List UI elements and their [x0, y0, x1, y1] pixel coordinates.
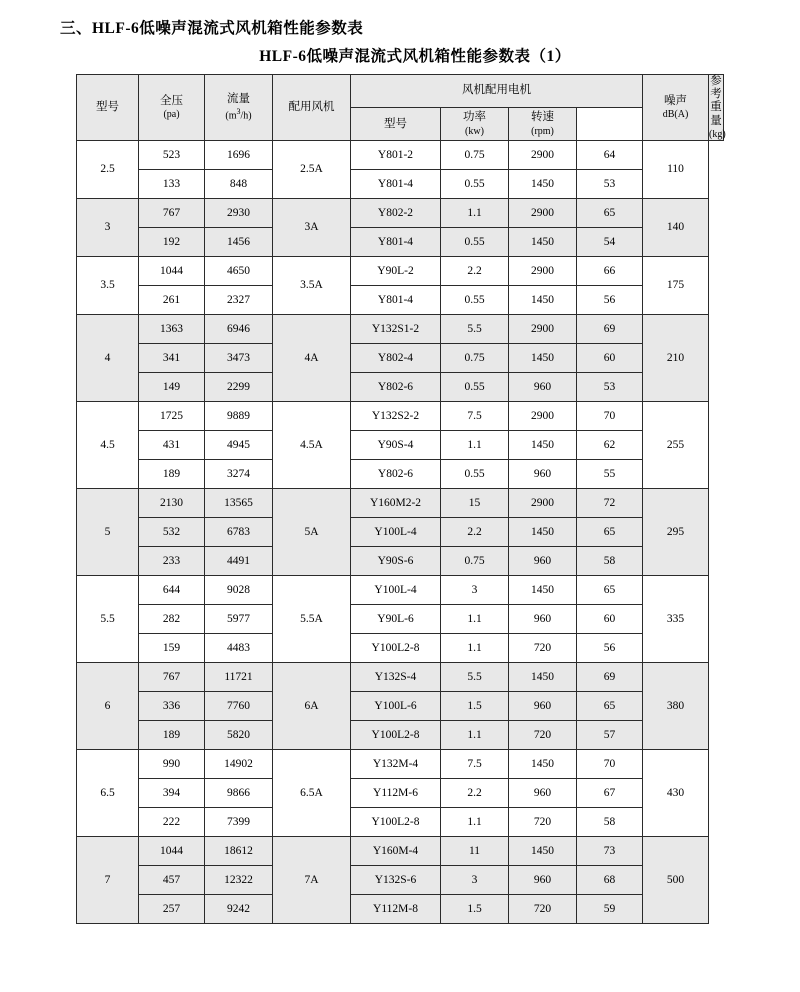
cell-speed: 960 — [509, 866, 577, 895]
cell-motor-model: Y100L-4 — [351, 576, 441, 605]
cell-motor-model: Y112M-8 — [351, 895, 441, 924]
table-row — [77, 721, 724, 750]
cell-speed: 720 — [509, 721, 577, 750]
cell-flow: 2299 — [205, 373, 273, 402]
cell-weight: 380 — [643, 663, 709, 750]
cell-motor-model: Y160M-4 — [351, 837, 441, 866]
cell-flow: 7399 — [205, 808, 273, 837]
cell-power: 2.2 — [441, 779, 509, 808]
cell-model: 3.5 — [77, 257, 139, 315]
table-row — [77, 257, 724, 286]
cell-speed: 720 — [509, 634, 577, 663]
cell-weight: 175 — [643, 257, 709, 315]
cell-speed: 2900 — [509, 402, 577, 431]
cell-power: 0.55 — [441, 460, 509, 489]
cell-speed: 960 — [509, 605, 577, 634]
cell-power: 7.5 — [441, 402, 509, 431]
cell-flow: 9028 — [205, 576, 273, 605]
cell-total-pressure: 767 — [139, 199, 205, 228]
table-row — [77, 315, 724, 344]
cell-power: 1.1 — [441, 431, 509, 460]
cell-flow: 3473 — [205, 344, 273, 373]
header-motor-group: 风机配用电机 — [351, 75, 643, 108]
header-fan-used: 配用风机 — [273, 75, 351, 141]
cell-model: 5.5 — [77, 576, 139, 663]
cell-noise: 70 — [577, 402, 643, 431]
cell-total-pressure: 1044 — [139, 257, 205, 286]
cell-total-pressure: 2130 — [139, 489, 205, 518]
cell-speed: 1450 — [509, 170, 577, 199]
cell-model: 6.5 — [77, 750, 139, 837]
table-row — [77, 837, 724, 866]
cell-speed: 2900 — [509, 315, 577, 344]
table-row — [77, 866, 724, 895]
cell-model: 2.5 — [77, 141, 139, 199]
cell-noise: 69 — [577, 315, 643, 344]
cell-power: 0.75 — [441, 344, 509, 373]
cell-flow: 7760 — [205, 692, 273, 721]
cell-weight: 140 — [643, 199, 709, 257]
table-header — [77, 75, 724, 141]
cell-weight: 110 — [643, 141, 709, 199]
table-row — [77, 373, 724, 402]
cell-weight: 255 — [643, 402, 709, 489]
cell-power: 3 — [441, 576, 509, 605]
cell-fan-used: 5A — [273, 489, 351, 576]
cell-flow: 6946 — [205, 315, 273, 344]
table-row — [77, 576, 724, 605]
cell-motor-model: Y100L-6 — [351, 692, 441, 721]
cell-total-pressure: 133 — [139, 170, 205, 199]
table-row — [77, 431, 724, 460]
cell-total-pressure: 532 — [139, 518, 205, 547]
header-weight-label: 参考重量 — [710, 75, 722, 127]
cell-motor-model: Y802-4 — [351, 344, 441, 373]
cell-power: 3 — [441, 866, 509, 895]
cell-motor-model: Y802-6 — [351, 460, 441, 489]
table-row — [77, 605, 724, 634]
cell-motor-model: Y132S-4 — [351, 663, 441, 692]
cell-total-pressure: 189 — [139, 721, 205, 750]
table-row — [77, 489, 724, 518]
cell-fan-used: 6.5A — [273, 750, 351, 837]
cell-power: 0.55 — [441, 286, 509, 315]
header-total-pressure-label: 全压 — [160, 94, 183, 107]
cell-power: 5.5 — [441, 315, 509, 344]
cell-power: 7.5 — [441, 750, 509, 779]
cell-motor-model: Y112M-6 — [351, 779, 441, 808]
header-weight — [709, 75, 724, 141]
cell-flow: 5820 — [205, 721, 273, 750]
cell-total-pressure: 222 — [139, 808, 205, 837]
cell-flow: 4483 — [205, 634, 273, 663]
cell-motor-model: Y132S-6 — [351, 866, 441, 895]
cell-noise: 60 — [577, 344, 643, 373]
cell-power: 15 — [441, 489, 509, 518]
cell-fan-used: 7A — [273, 837, 351, 924]
cell-noise: 58 — [577, 808, 643, 837]
cell-speed: 1450 — [509, 228, 577, 257]
cell-noise: 70 — [577, 750, 643, 779]
cell-speed: 960 — [509, 373, 577, 402]
cell-motor-model: Y100L2-8 — [351, 721, 441, 750]
cell-total-pressure: 1044 — [139, 837, 205, 866]
cell-flow: 6783 — [205, 518, 273, 547]
cell-power: 5.5 — [441, 663, 509, 692]
cell-fan-used: 5.5A — [273, 576, 351, 663]
cell-noise: 53 — [577, 170, 643, 199]
table-row — [77, 663, 724, 692]
cell-speed: 960 — [509, 692, 577, 721]
header-noise-unit: dB(A) — [662, 109, 689, 121]
cell-noise: 68 — [577, 866, 643, 895]
cell-power: 0.55 — [441, 373, 509, 402]
cell-total-pressure: 394 — [139, 779, 205, 808]
cell-noise: 54 — [577, 228, 643, 257]
table-row — [77, 750, 724, 779]
cell-motor-model: Y90L-6 — [351, 605, 441, 634]
cell-noise: 72 — [577, 489, 643, 518]
header-power-label: 功率 — [463, 111, 486, 124]
table-row — [77, 228, 724, 257]
header-noise-label: 噪声 — [664, 94, 687, 107]
cell-noise: 65 — [577, 518, 643, 547]
table-row — [77, 460, 724, 489]
table-row — [77, 808, 724, 837]
cell-total-pressure: 336 — [139, 692, 205, 721]
cell-flow: 9242 — [205, 895, 273, 924]
header-power — [441, 108, 509, 141]
header-motor-model: 型号 — [351, 108, 441, 141]
cell-flow: 2327 — [205, 286, 273, 315]
cell-motor-model: Y801-4 — [351, 170, 441, 199]
cell-motor-model: Y132M-4 — [351, 750, 441, 779]
cell-total-pressure: 523 — [139, 141, 205, 170]
cell-power: 1.1 — [441, 721, 509, 750]
header-speed-label: 转速 — [531, 111, 554, 124]
cell-noise: 53 — [577, 373, 643, 402]
cell-noise: 69 — [577, 663, 643, 692]
cell-speed: 720 — [509, 895, 577, 924]
cell-flow: 4650 — [205, 257, 273, 286]
cell-flow: 4491 — [205, 547, 273, 576]
cell-motor-model: Y100L2-8 — [351, 808, 441, 837]
cell-power: 0.55 — [441, 170, 509, 199]
page-title: 三、HLF-6低噪声混流式风机箱性能参数表 — [60, 20, 364, 37]
cell-motor-model: Y100L2-8 — [351, 634, 441, 663]
cell-motor-model: Y802-2 — [351, 199, 441, 228]
table-title: HLF-6低噪声混流式风机箱性能参数表（1） — [259, 48, 571, 65]
cell-total-pressure: 192 — [139, 228, 205, 257]
cell-total-pressure: 189 — [139, 460, 205, 489]
cell-noise: 56 — [577, 286, 643, 315]
cell-speed: 960 — [509, 460, 577, 489]
cell-total-pressure: 457 — [139, 866, 205, 895]
cell-power: 1.1 — [441, 199, 509, 228]
cell-flow: 3274 — [205, 460, 273, 489]
cell-total-pressure: 767 — [139, 663, 205, 692]
cell-motor-model: Y801-2 — [351, 141, 441, 170]
cell-motor-model: Y132S2-2 — [351, 402, 441, 431]
cell-flow: 13565 — [205, 489, 273, 518]
table-row — [77, 895, 724, 924]
cell-motor-model: Y801-4 — [351, 286, 441, 315]
cell-motor-model: Y100L-4 — [351, 518, 441, 547]
cell-flow: 5977 — [205, 605, 273, 634]
cell-total-pressure: 1363 — [139, 315, 205, 344]
cell-fan-used: 3.5A — [273, 257, 351, 315]
cell-power: 1.1 — [441, 634, 509, 663]
cell-noise: 55 — [577, 460, 643, 489]
cell-speed: 1450 — [509, 431, 577, 460]
table-row — [77, 199, 724, 228]
table-row — [77, 779, 724, 808]
header-noise — [643, 75, 709, 141]
cell-speed: 1450 — [509, 750, 577, 779]
cell-power: 0.55 — [441, 228, 509, 257]
cell-flow: 9889 — [205, 402, 273, 431]
cell-speed: 720 — [509, 808, 577, 837]
cell-model: 7 — [77, 837, 139, 924]
cell-fan-used: 2.5A — [273, 141, 351, 199]
cell-speed: 1450 — [509, 286, 577, 315]
cell-total-pressure: 282 — [139, 605, 205, 634]
cell-speed: 1450 — [509, 518, 577, 547]
cell-motor-model: Y132S1-2 — [351, 315, 441, 344]
header-model: 型号 — [77, 75, 139, 141]
cell-flow: 4945 — [205, 431, 273, 460]
cell-power: 0.75 — [441, 547, 509, 576]
cell-total-pressure: 257 — [139, 895, 205, 924]
cell-total-pressure: 990 — [139, 750, 205, 779]
cell-model: 5 — [77, 489, 139, 576]
cell-noise: 58 — [577, 547, 643, 576]
table-row — [77, 141, 724, 170]
cell-motor-model: Y90L-2 — [351, 257, 441, 286]
cell-speed: 960 — [509, 779, 577, 808]
header-flow-label: 流量 — [227, 93, 250, 106]
cell-noise: 67 — [577, 779, 643, 808]
cell-speed: 2900 — [509, 199, 577, 228]
cell-total-pressure: 149 — [139, 373, 205, 402]
cell-motor-model: Y90S-6 — [351, 547, 441, 576]
cell-noise: 64 — [577, 141, 643, 170]
cell-total-pressure: 261 — [139, 286, 205, 315]
cell-total-pressure: 341 — [139, 344, 205, 373]
header-power-unit: (kw) — [465, 125, 484, 137]
spec-table — [76, 74, 724, 924]
cell-flow: 1696 — [205, 141, 273, 170]
cell-power: 11 — [441, 837, 509, 866]
cell-speed: 960 — [509, 547, 577, 576]
table-row — [77, 170, 724, 199]
cell-speed: 1450 — [509, 663, 577, 692]
cell-power: 1.1 — [441, 808, 509, 837]
header-weight-unit: (kg) — [709, 128, 726, 140]
cell-power: 0.75 — [441, 141, 509, 170]
header-speed-unit: (rpm) — [531, 125, 554, 137]
cell-noise: 56 — [577, 634, 643, 663]
cell-flow: 9866 — [205, 779, 273, 808]
cell-noise: 65 — [577, 576, 643, 605]
header-speed — [509, 108, 577, 141]
cell-model: 4.5 — [77, 402, 139, 489]
cell-fan-used: 3A — [273, 199, 351, 257]
cell-noise: 73 — [577, 837, 643, 866]
cell-power: 2.2 — [441, 518, 509, 547]
cell-motor-model: Y801-4 — [351, 228, 441, 257]
cell-total-pressure: 1725 — [139, 402, 205, 431]
cell-flow: 1456 — [205, 228, 273, 257]
table-body — [77, 141, 724, 924]
cell-speed: 2900 — [509, 489, 577, 518]
cell-noise: 60 — [577, 605, 643, 634]
cell-fan-used: 4.5A — [273, 402, 351, 489]
cell-speed: 1450 — [509, 837, 577, 866]
header-total-pressure — [139, 75, 205, 141]
cell-model: 6 — [77, 663, 139, 750]
cell-total-pressure: 233 — [139, 547, 205, 576]
cell-weight: 335 — [643, 576, 709, 663]
cell-motor-model: Y802-6 — [351, 373, 441, 402]
cell-noise: 62 — [577, 431, 643, 460]
cell-model: 3 — [77, 199, 139, 257]
cell-speed: 2900 — [509, 141, 577, 170]
cell-motor-model: Y160M2-2 — [351, 489, 441, 518]
cell-flow: 14902 — [205, 750, 273, 779]
cell-motor-model: Y90S-4 — [351, 431, 441, 460]
table-row — [77, 402, 724, 431]
cell-noise: 66 — [577, 257, 643, 286]
cell-weight: 295 — [643, 489, 709, 576]
cell-weight: 430 — [643, 750, 709, 837]
cell-noise: 59 — [577, 895, 643, 924]
cell-power: 1.5 — [441, 895, 509, 924]
cell-weight: 500 — [643, 837, 709, 924]
cell-speed: 1450 — [509, 344, 577, 373]
cell-flow: 12322 — [205, 866, 273, 895]
cell-power: 2.2 — [441, 257, 509, 286]
cell-noise: 65 — [577, 199, 643, 228]
cell-total-pressure: 431 — [139, 431, 205, 460]
cell-flow: 2930 — [205, 199, 273, 228]
cell-flow: 11721 — [205, 663, 273, 692]
cell-power: 1.1 — [441, 605, 509, 634]
cell-noise: 65 — [577, 692, 643, 721]
cell-model: 4 — [77, 315, 139, 402]
table-row — [77, 634, 724, 663]
cell-speed: 1450 — [509, 576, 577, 605]
header-flow — [205, 75, 273, 141]
table-row — [77, 518, 724, 547]
cell-fan-used: 4A — [273, 315, 351, 402]
table-row — [77, 547, 724, 576]
cell-total-pressure: 159 — [139, 634, 205, 663]
cell-total-pressure: 644 — [139, 576, 205, 605]
cell-power: 1.5 — [441, 692, 509, 721]
cell-fan-used: 6A — [273, 663, 351, 750]
cell-noise: 57 — [577, 721, 643, 750]
table-row — [77, 286, 724, 315]
cell-flow: 848 — [205, 170, 273, 199]
cell-flow: 18612 — [205, 837, 273, 866]
table-row — [77, 344, 724, 373]
header-total-pressure-unit: (pa) — [163, 109, 180, 121]
table-row — [77, 692, 724, 721]
header-flow-unit: $(m^3/h)$ — [225, 107, 252, 122]
cell-speed: 2900 — [509, 257, 577, 286]
cell-weight: 210 — [643, 315, 709, 402]
